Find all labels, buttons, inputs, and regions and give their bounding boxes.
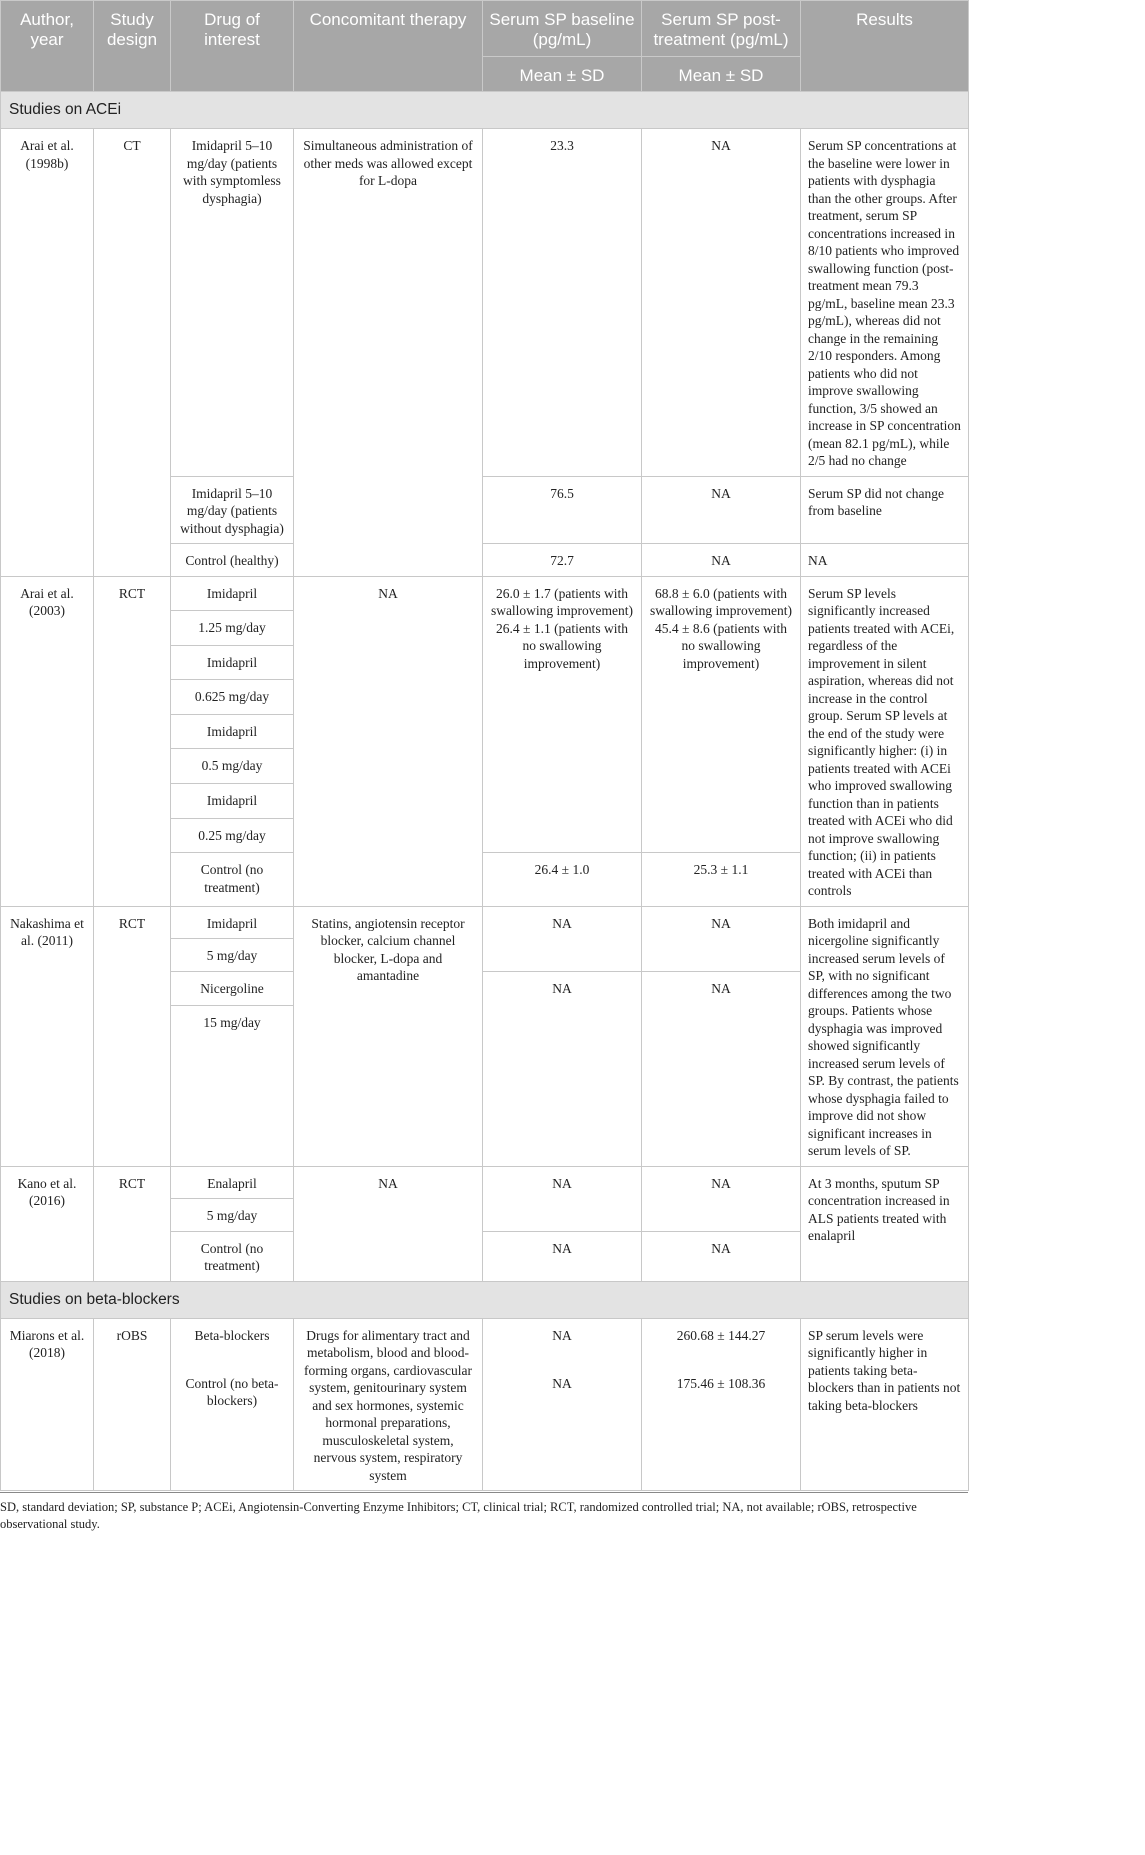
drug-cell: 5 mg/day [171, 1199, 294, 1232]
post-cell: NA [642, 1166, 801, 1231]
results-cell: Serum SP concentrations at the baseline were lower in patients with dysphagia than the other groups. After treatment, serum SP concentrations increased in 8/10 patients who improved swallowing function (post-treatment mean 79.3 pg/mL, baseline mean 23.3 pg/mL), whereas did not change in the remaining 2/10 responders. Among patients who did not improve swallowing function, 3/5 showed an increase in SP concentration (mean 82.1 pg/mL), while 2/5 had no change [801, 129, 969, 477]
header-study-design: Study design [94, 1, 171, 92]
drug-cell: 5 mg/day [171, 939, 294, 972]
table-row [1, 1166, 969, 1199]
baseline-cell: NA [483, 1367, 642, 1491]
drug-cell: 15 mg/day [171, 1005, 294, 1166]
author-cell: Arai et al. (2003) [1, 576, 94, 906]
baseline-cell: NA [483, 1318, 642, 1367]
drug-cell: Imidapril [171, 576, 294, 611]
drug-cell: Control (healthy) [171, 544, 294, 577]
post-cell: NA [642, 971, 801, 1166]
header-results: Results [801, 1, 969, 92]
drug-cell: Beta-blockers [171, 1318, 294, 1367]
concomitant-cell: Simultaneous administration of other meds was allowed except for L-dopa [294, 129, 483, 577]
table-row [1, 129, 969, 477]
design-cell: RCT [94, 1166, 171, 1281]
drug-cell: Imidapril 5–10 mg/day (patients without dysphagia) [171, 476, 294, 544]
header-post-sub: Mean ± SD [642, 57, 801, 92]
drug-cell: Imidapril [171, 906, 294, 939]
design-cell: rOBS [94, 1318, 171, 1491]
table-footnote: SD, standard deviation; SP, substance P; ACEi, Angiotensin-Converting Enzyme Inhibitors; CT, clinical trial; RCT, randomized controlled trial; NA, not available; rOBS, retrospective observational study. [0, 1492, 968, 1533]
design-cell: RCT [94, 576, 171, 906]
table-row [1, 576, 969, 611]
author-cell: Miarons et al. (2018) [1, 1318, 94, 1491]
results-cell: Serum SP levels significantly increased patients treated with ACEi, regardless of the improvement in silent aspiration, whereas did not increase in the control group. Serum SP levels at the end of the study were significantly higher: (i) in patients treated with ACEi who improved swallowing function than in patients treated with ACEi who did not improve swallowing function; (ii) in patients treated with ACEi than controls [801, 576, 969, 906]
header-baseline: Serum SP baseline (pg/mL) [483, 1, 642, 57]
header-author: Author, year [1, 1, 94, 92]
post-cell: 25.3 ± 1.1 [642, 853, 801, 906]
post-cell: 175.46 ± 108.36 [642, 1367, 801, 1491]
concomitant-cell: NA [294, 576, 483, 906]
author-cell: Nakashima et al. (2011) [1, 906, 94, 1166]
drug-cell: 0.5 mg/day [171, 749, 294, 784]
baseline-cell: 26.4 ± 1.0 [483, 853, 642, 906]
section-row-acei [1, 92, 969, 129]
concomitant-cell: NA [294, 1166, 483, 1281]
drug-cell: Control (no treatment) [171, 1231, 294, 1281]
drug-cell: Control (no treatment) [171, 853, 294, 906]
drug-cell: 1.25 mg/day [171, 611, 294, 646]
post-cell: 260.68 ± 144.27 [642, 1318, 801, 1367]
section-row-beta [1, 1281, 969, 1318]
post-cell: NA [642, 476, 801, 544]
drug-cell: Imidapril [171, 645, 294, 680]
drug-cell: Control (no beta-blockers) [171, 1367, 294, 1491]
results-cell: NA [801, 544, 969, 577]
table-row [1, 906, 969, 939]
baseline-cell: NA [483, 971, 642, 1166]
baseline-cell: 72.7 [483, 544, 642, 577]
results-cell: At 3 months, sputum SP concentration increased in ALS patients treated with enalapril [801, 1166, 969, 1281]
baseline-cell: NA [483, 1166, 642, 1231]
header-baseline-sub: Mean ± SD [483, 57, 642, 92]
drug-cell: 0.625 mg/day [171, 680, 294, 715]
header-drug: Drug of interest [171, 1, 294, 92]
drug-cell: Enalapril [171, 1166, 294, 1199]
post-cell: NA [642, 129, 801, 477]
post-cell: NA [642, 544, 801, 577]
author-cell: Arai et al. (1998b) [1, 129, 94, 577]
post-cell: 68.8 ± 6.0 (patients with swallowing improvement) 45.4 ± 8.6 (patients with no swallowing improvement) [642, 576, 801, 853]
baseline-cell: NA [483, 906, 642, 971]
results-cell: Serum SP did not change from baseline [801, 476, 969, 544]
post-cell: NA [642, 906, 801, 971]
table-row [1, 1318, 969, 1367]
baseline-cell: NA [483, 1231, 642, 1281]
section-title-acei: Studies on ACEi [1, 92, 969, 129]
drug-cell: Imidapril [171, 714, 294, 749]
header-concomitant: Concomitant therapy [294, 1, 483, 92]
drug-cell: Imidapril [171, 784, 294, 819]
results-cell: Both imidapril and nicergoline significantly increased serum levels of SP, with no significant differences among the two groups. Patients whose dysphagia was improved showed significantly increased serum levels of SP. By contrast, the patients whose dysphagia failed to improve did not show significant increases in serum levels of SP. [801, 906, 969, 1166]
baseline-cell: 23.3 [483, 129, 642, 477]
design-cell: CT [94, 129, 171, 577]
results-cell: SP serum levels were significantly higher in patients taking beta-blockers than in patients not taking beta-blockers [801, 1318, 969, 1491]
concomitant-cell: Statins, angiotensin receptor blocker, calcium channel blocker, L-dopa and amantadine [294, 906, 483, 1166]
section-title-beta: Studies on beta-blockers [1, 1281, 969, 1318]
baseline-cell: 26.0 ± 1.7 (patients with swallowing improvement) 26.4 ± 1.1 (patients with no swallowing improvement) [483, 576, 642, 853]
drug-cell: Imidapril 5–10 mg/day (patients with symptomless dysphagia) [171, 129, 294, 477]
header-post: Serum SP post-treatment (pg/mL) [642, 1, 801, 57]
table-header [1, 1, 969, 92]
baseline-cell: 76.5 [483, 476, 642, 544]
drug-cell: 0.25 mg/day [171, 818, 294, 853]
concomitant-cell: Drugs for alimentary tract and metabolism, blood and blood-forming organs, cardiovascular system, genitourinary system and sex hormones, systemic hormonal preparations, musculoskeletal system, nervous system, respiratory system [294, 1318, 483, 1491]
post-cell: NA [642, 1231, 801, 1281]
drug-cell: Nicergoline [171, 971, 294, 1005]
author-cell: Kano et al. (2016) [1, 1166, 94, 1281]
design-cell: RCT [94, 906, 171, 1166]
